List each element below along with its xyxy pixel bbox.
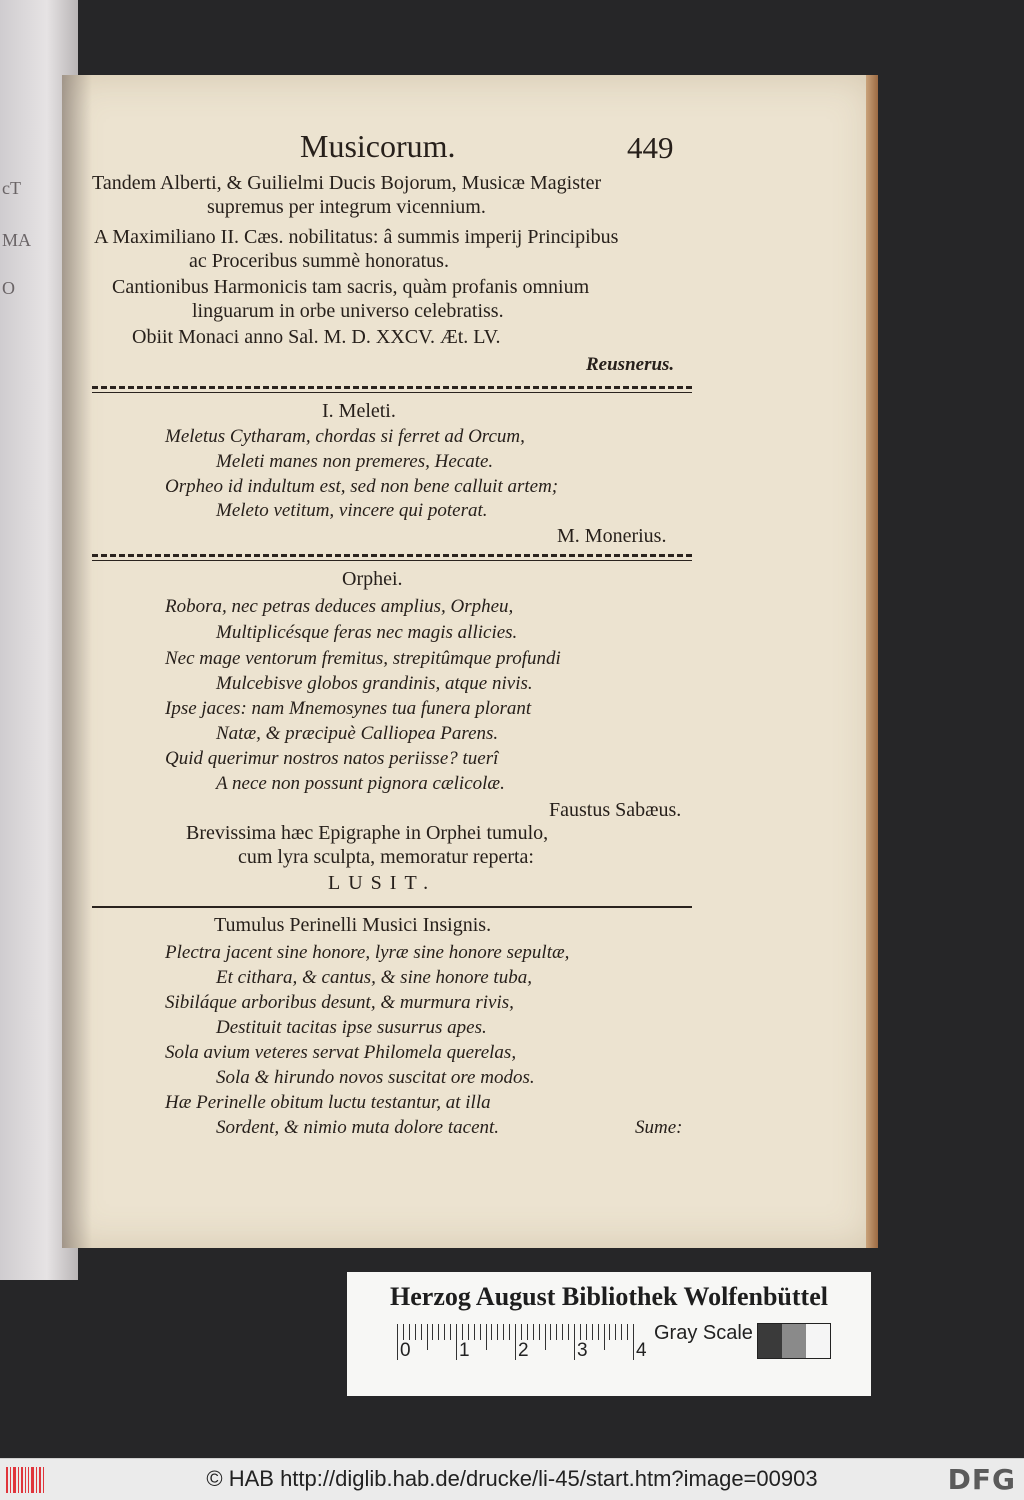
poem-line: Robora, nec petras deduces amplius, Orpheu, xyxy=(165,596,514,617)
gray-swatch xyxy=(758,1324,782,1358)
poem-line: Hæ Perinelle obitum luctu testantur, at illa xyxy=(165,1092,491,1113)
poem-title: Tumulus Perinelli Musici Insignis. xyxy=(214,914,492,936)
poem-line: Meleto vetitum, vincere qui poterat. xyxy=(216,500,488,521)
previous-page-fragment: MA xyxy=(2,230,32,250)
poem-line: Plectra jacent sine honore, lyræ sine honore sepultæ, xyxy=(165,942,570,963)
ruler-number: 4 xyxy=(636,1340,647,1361)
gray-swatch xyxy=(806,1324,830,1358)
inscription-line: Tandem Alberti, & Guilielmi Ducis Bojorum, Musicæ Magister xyxy=(92,172,602,194)
ruler-tick xyxy=(633,1324,634,1360)
poem-signature: Faustus Sabæus. xyxy=(549,799,682,821)
ruler-tick xyxy=(515,1324,516,1360)
poem-note-line: Brevissima hæc Epigraphe in Orphei tumulo, xyxy=(186,822,549,844)
ruler-tick xyxy=(598,1324,599,1340)
poem-line: Meletus Cytharam, chordas si ferret ad Orcum, xyxy=(165,426,525,447)
poem-line: Meleti manes non premeres, Hecate. xyxy=(216,451,494,472)
poem-title: I. Meleti. xyxy=(322,400,396,422)
gray-scale-swatches xyxy=(757,1323,831,1359)
poem-title: Orphei. xyxy=(342,568,403,590)
ruler-tick xyxy=(562,1324,563,1340)
section-rule xyxy=(92,560,692,561)
ruler-tick xyxy=(545,1324,546,1350)
ruler-tick xyxy=(397,1324,398,1360)
ruler-tick xyxy=(432,1324,433,1340)
ruler-tick xyxy=(621,1324,622,1340)
running-title: Musicorum. xyxy=(300,128,456,164)
inscription-line: Cantionibus Harmonicis tam sacris, quàm profanis omnium xyxy=(112,276,590,298)
poem-line: Et cithara, & cantus, & sine honore tuba, xyxy=(216,967,532,988)
ruler-tick xyxy=(444,1324,445,1340)
ruler-tick xyxy=(574,1324,575,1360)
ruler-tick xyxy=(527,1324,528,1340)
page-number: 449 xyxy=(627,130,674,165)
ruler-tick xyxy=(503,1324,504,1340)
poem-signature: M. Monerius. xyxy=(557,525,667,547)
poem-line: Sola avium veteres servat Philomela querelas, xyxy=(165,1042,517,1063)
poem-line: A nece non possunt pignora cælicolæ. xyxy=(216,773,505,794)
ruler-tick xyxy=(550,1324,551,1340)
page-gutter-shadow xyxy=(62,75,92,1248)
poem-line: Ipse jaces: nam Mnemosynes tua funera plorant xyxy=(165,698,532,719)
poem-line: Quid querimur nostros natos periisse? tuerî xyxy=(165,748,499,769)
ruler-tick xyxy=(615,1324,616,1340)
ruler-number: 2 xyxy=(518,1340,529,1361)
page-edge xyxy=(866,75,878,1248)
section-rule xyxy=(92,554,692,557)
ruler xyxy=(397,1324,637,1360)
inscription-line: linguarum in orbe universo celebratiss. xyxy=(192,300,504,322)
poem-line: Natæ, & præcipuè Calliopea Parens. xyxy=(216,723,499,744)
ruler-tick xyxy=(421,1324,422,1340)
poem-line: Mulcebisve globos grandinis, atque nivis. xyxy=(216,673,533,694)
ruler-tick xyxy=(586,1324,587,1340)
inscription-line: ac Proceribus summè honoratus. xyxy=(189,250,449,272)
ruler-tick xyxy=(556,1324,557,1340)
ruler-tick xyxy=(604,1324,605,1350)
section-rule xyxy=(92,386,692,389)
ruler-tick xyxy=(486,1324,487,1350)
scale-label xyxy=(347,1272,871,1396)
footer-url: © HAB http://diglib.hab.de/drucke/li-45/start.htm?image=00903 xyxy=(206,1466,818,1491)
poem-closing: LUSIT. xyxy=(328,872,437,894)
ruler-tick xyxy=(533,1324,534,1340)
ruler-tick xyxy=(409,1324,410,1340)
ruler-tick xyxy=(497,1324,498,1340)
dfg-logo: DFG xyxy=(947,1463,1016,1496)
institution-name: Herzog August Bibliothek Wolfenbüttel xyxy=(390,1282,828,1311)
ruler-tick xyxy=(468,1324,469,1340)
inscription-line: Obiit Monaci anno Sal. M. D. XXCV. Æt. LV. xyxy=(132,326,501,348)
ruler-tick xyxy=(403,1324,404,1340)
inscription-line: supremus per integrum vicennium. xyxy=(207,196,486,218)
section-rule xyxy=(92,392,692,393)
section-rule xyxy=(92,906,692,908)
poem-line: Destituit tacitas ipse susurrus apes. xyxy=(216,1017,487,1038)
ruler-tick xyxy=(450,1324,451,1340)
ruler-tick xyxy=(474,1324,475,1340)
poem-line: Multiplicésque feras nec magis allicies. xyxy=(216,622,518,643)
poem-note-line: cum lyra sculpta, memoratur reperta: xyxy=(238,846,534,868)
poem-line: Nec mage ventorum fremitus, strepitûmque profundi xyxy=(165,648,561,669)
inscription-line: A Maximiliano II. Cæs. nobilitatus: â summis imperij Principibus xyxy=(94,226,619,248)
gray-swatch xyxy=(782,1324,806,1358)
ruler-tick xyxy=(539,1324,540,1340)
catchword: Sume: xyxy=(635,1117,683,1138)
ruler-number: 3 xyxy=(577,1340,588,1361)
poem-line: Sordent, & nimio muta dolore tacent. xyxy=(216,1117,500,1138)
ruler-tick xyxy=(568,1324,569,1340)
ruler-tick xyxy=(627,1324,628,1340)
ruler-tick xyxy=(580,1324,581,1340)
inscription-signature: Reusnerus. xyxy=(586,354,675,375)
poem-line: Sibiláque arboribus desunt, & murmura rivis, xyxy=(165,992,514,1013)
gray-scale-label: Gray Scale xyxy=(654,1322,753,1344)
poem-line: Sola & hirundo novos suscitat ore modos. xyxy=(216,1067,535,1088)
ruler-number: 0 xyxy=(400,1340,411,1361)
previous-page-fragment: O xyxy=(2,278,15,298)
previous-page-fragment: cT xyxy=(2,178,21,198)
ruler-tick xyxy=(438,1324,439,1340)
ruler-number: 1 xyxy=(459,1340,470,1361)
footer-bar xyxy=(0,1458,1024,1500)
ruler-tick xyxy=(415,1324,416,1340)
ruler-tick xyxy=(480,1324,481,1340)
ruler-tick xyxy=(609,1324,610,1340)
ruler-tick xyxy=(509,1324,510,1340)
poem-line: Orpheo id indultum est, sed non bene calluit artem; xyxy=(165,476,559,497)
ruler-tick xyxy=(427,1324,428,1350)
ruler-tick xyxy=(491,1324,492,1340)
ruler-tick xyxy=(592,1324,593,1340)
ruler-tick xyxy=(462,1324,463,1340)
ruler-tick xyxy=(456,1324,457,1360)
ruler-tick xyxy=(521,1324,522,1340)
